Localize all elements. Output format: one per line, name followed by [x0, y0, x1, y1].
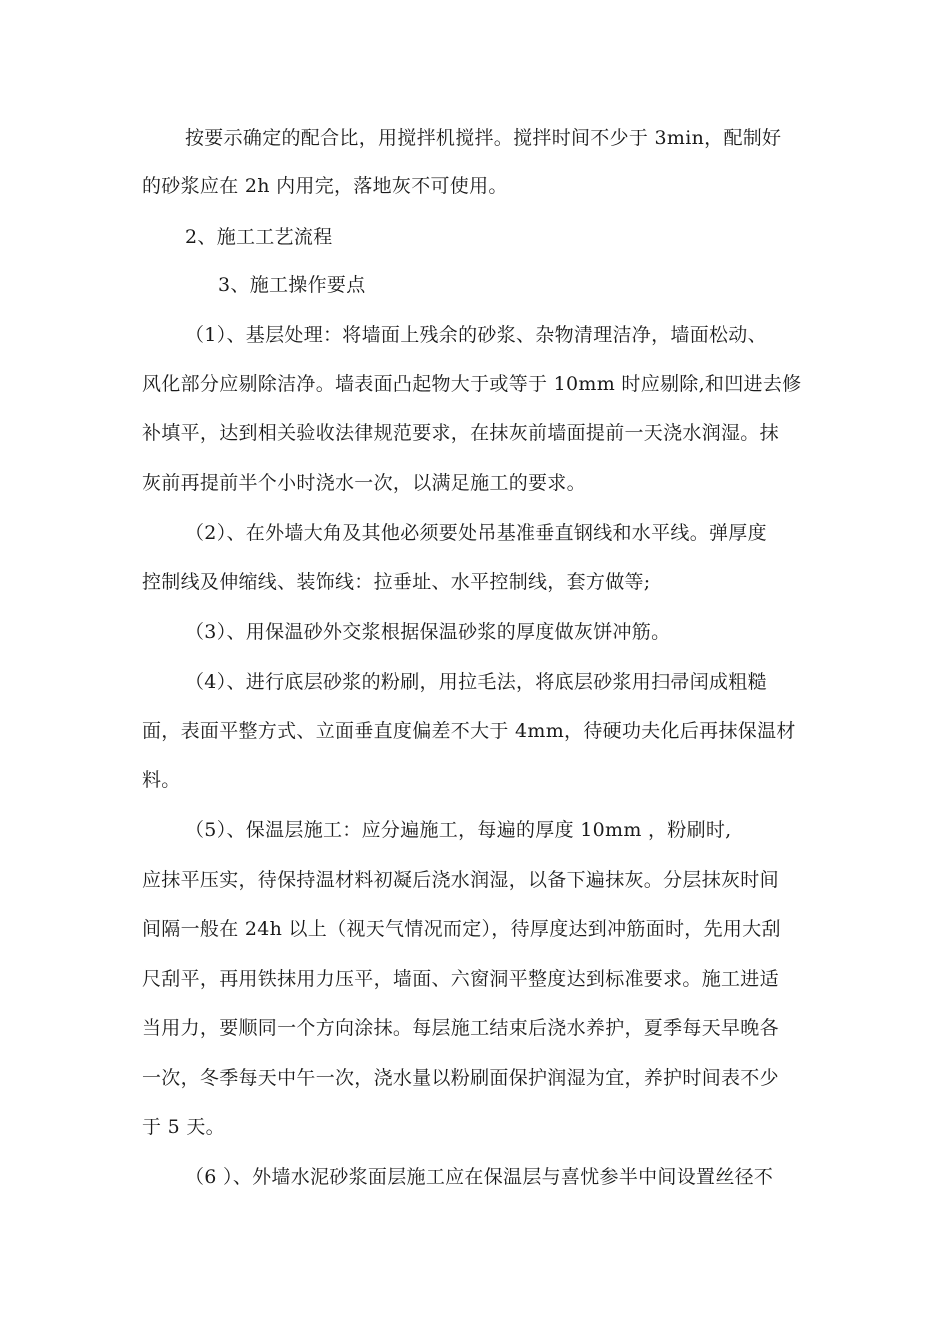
text-line: 一次，冬季每天中午一次，浇水量以粉刷面保护润湿为宜，养护时间表不少	[142, 1067, 779, 1089]
text-line: （1）、基层处理：将墙面上残余的砂浆、杂物清理洁净，墙面松动、	[185, 324, 767, 346]
text-line: 于 5 天。	[142, 1116, 225, 1138]
text-line: 料。	[142, 769, 181, 791]
text-line: （2）、在外墙大角及其他必须要处吊基准垂直钢线和水平线。弹厚度	[185, 522, 767, 544]
section-heading: 2、施工工艺流程	[185, 226, 333, 248]
text-line: 当用力，要顺同一个方向涂抹。每层施工结束后浇水养护，夏季每天早晚各	[142, 1017, 779, 1039]
text-line: 灰前再提前半个小时浇水一次，以满足施工的要求。	[142, 472, 586, 494]
text-line: （3）、用保温砂外交浆根据保温砂浆的厚度做灰饼冲筋。	[185, 621, 671, 643]
text-line: 尺刮平，再用铁抹用力压平，墙面、六窗洞平整度达到标准要求。施工进适	[142, 968, 779, 990]
text-line: 控制线及伸缩线、装饰线：拉垂址、水平控制线，套方做等;	[142, 571, 651, 593]
text-line: （6 ）、外墙水泥砂浆面层施工应在保温层与喜忧参半中间设置丝径不	[185, 1166, 774, 1188]
text-line: 应抹平压实，待保持温材料初凝后浇水润湿，以备下遍抹灰。分层抹灰时间	[142, 869, 779, 891]
text-line: 按要示确定的配合比，用搅拌机搅拌。搅拌时间不少于 3min，配制好	[185, 127, 782, 149]
text-line: 的砂浆应在 2h 内用完，落地灰不可使用。	[142, 175, 508, 197]
text-line: （4）、进行底层砂浆的粉刷，用拉毛法，将底层砂浆用扫帚闰成粗糙	[185, 671, 767, 693]
text-line: 补填平，达到相关验收法律规范要求，在抹灰前墙面提前一天浇水润湿。抹	[142, 422, 779, 444]
text-line: （5）、保温层施工：应分遍施工，每遍的厚度 10mm ，粉刷时,	[185, 819, 732, 841]
text-line: 面，表面平整方式、立面垂直度偏差不大于 4mm，待硬功夫化后再抹保温材	[142, 720, 796, 742]
section-heading: 3、施工操作要点	[218, 274, 366, 296]
text-line: 间隔一般在 24h 以上（视天气情况而定），待厚度达到冲筋面时，先用大刮	[142, 918, 781, 940]
text-line: 风化部分应剔除洁净。墙表面凸起物大于或等于 10mm 时应剔除,和凹进去修	[142, 373, 802, 395]
